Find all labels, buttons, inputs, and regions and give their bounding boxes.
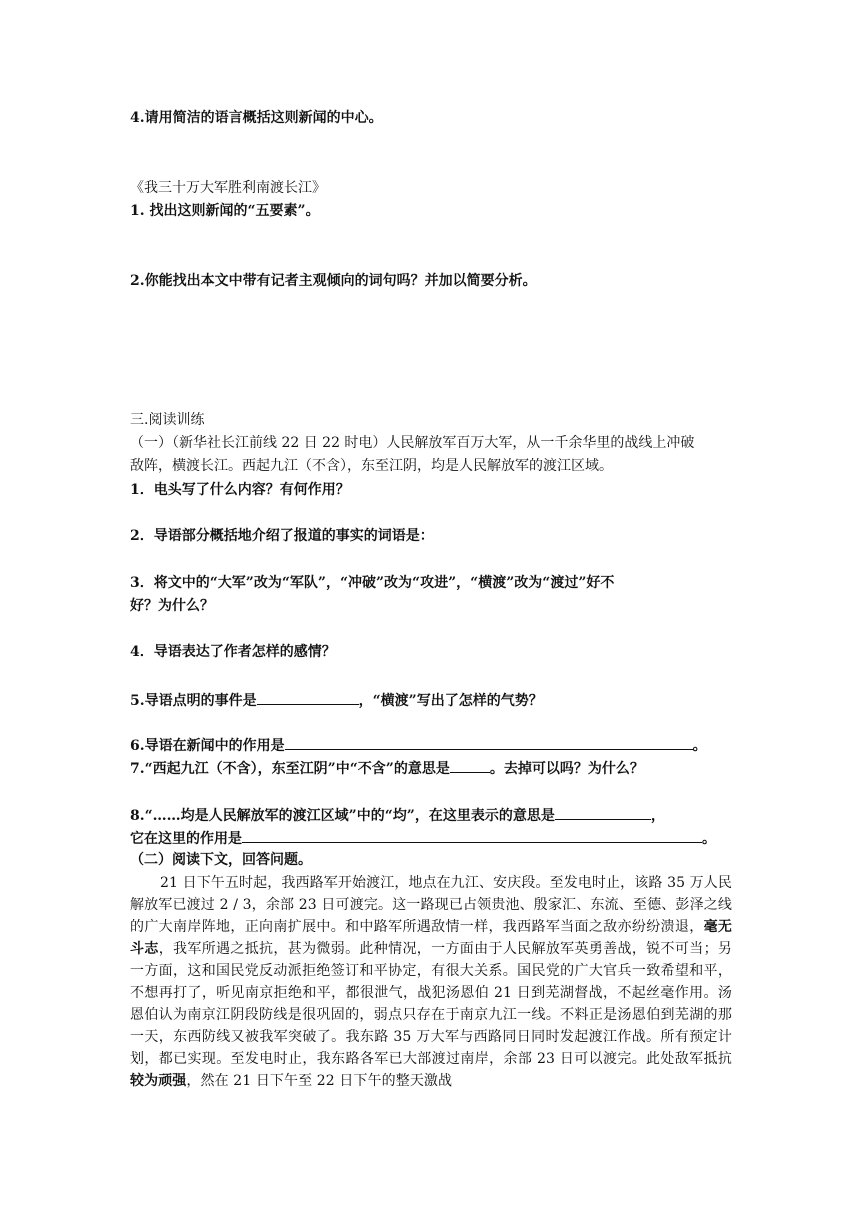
question-8-text-2: 它在这里的作用是 xyxy=(130,831,242,847)
reading-question-3-line1: 3．将文中的“大军”改为“军队”，“冲破”改为“攻进”，“横渡”改为“渡过”好不 xyxy=(130,575,615,591)
reading-question-8-line2 xyxy=(130,827,716,849)
question-4: 4.请用简洁的语言概括这则新闻的中心。 xyxy=(130,110,383,126)
question-5-text: 5.导语点明的事件是 xyxy=(130,693,257,709)
section-heading: 三.阅读训练 xyxy=(130,412,205,428)
question-6-text: 6.导语在新闻中的作用是 xyxy=(130,738,285,754)
question-8-text-tail: ， xyxy=(650,808,665,824)
passage-text: ，我军所遇之抵抗，甚为微弱。此种情况，一方面由于人民解放军英勇善战，锐不可当；另一方面，这和国民党反动派拒绝签订和平协定，有很大关系。国民党的广大官兵一致希望和平，不想再打了，听见南京拒绝和平，都很泄气，战犯汤恩伯 21 日到芜湖督战，不起丝毫作用。汤恩伯认为南京江阴段防线是很巩固的，弱点只存在于南京九江一线。不料正是汤恩伯到芜湖的那一天，东西防线又被我军突破了。我东路 35 万大军与西路同日同时发起渡江作战。所有预定计划，都已实现。至发电时止，我东路各军已大部渡过南岸，余部 23 日可以渡完。此处敌军抵抗 xyxy=(130,941,733,1067)
answer-blank[interactable] xyxy=(450,757,490,773)
article-question-1: 1. 找出这则新闻的“五要素”。 xyxy=(130,203,320,219)
part2-heading: （二）阅读下文，回答问题。 xyxy=(130,852,312,868)
answer-blank[interactable] xyxy=(257,689,359,705)
reading-question-8-line1 xyxy=(130,804,665,826)
question-6-text-tail: 。 xyxy=(692,738,707,754)
part1-text-line2: 敌阵，横渡长江。西起九江（不含），东至江阴，均是人民解放军的渡江区域。 xyxy=(130,458,613,474)
question-7-text-tail: 。去掉可以吗？为什么？ xyxy=(489,761,644,777)
reading-passage xyxy=(130,872,732,1092)
answer-blank[interactable] xyxy=(555,804,651,820)
reading-question-2: 2．导语部分概括地介绍了报道的事实的词语是： xyxy=(130,528,434,544)
reading-question-5 xyxy=(130,689,543,711)
answer-blank[interactable] xyxy=(242,827,702,843)
passage-bold-phrase: 较为顽强 xyxy=(130,1073,187,1089)
article-question-2: 2.你能找出本文中带有记者主观倾向的词句吗？并加以简要分析。 xyxy=(130,273,537,289)
question-8-text: 8.“……均是人民解放军的渡江区域”中的“均”，在这里表示的意思是 xyxy=(130,808,555,824)
part1-text-line1: （一）（新华社长江前线 22 日 22 时电）人民解放军百万大军，从一千余华里的战线上冲破 xyxy=(130,435,695,451)
reading-question-3-line2: 好？为什么？ xyxy=(130,598,214,614)
question-7-text: 7.“西起九江（不含），东至江阴”中“不含”的意思是 xyxy=(130,761,450,777)
article-title: 《我三十万大军胜利南渡长江》 xyxy=(130,180,326,196)
reading-question-7 xyxy=(130,757,644,779)
reading-question-1: 1．电头写了什么内容？有何作用？ xyxy=(130,482,350,498)
reading-question-4: 4．导语表达了作者怎样的感情？ xyxy=(130,644,336,660)
passage-text: ，然在 21 日下午至 22 日下午的整天激战 xyxy=(186,1073,453,1089)
reading-question-6 xyxy=(130,734,707,756)
question-8-text-2-tail: 。 xyxy=(702,831,716,847)
passage-text: 21 日下午五时起，我西路军开始渡江，地点在九江、安庆段。至发电时止，该路 35 万人民解放军已渡过 2 / 3，余部 23 日可渡完。这一路现已占领贵池、殷家汇、东流、至德、彭泽之线的广大南岸阵地，正向南扩展中。和中路军所遇敌情一样，我西路军当面之敌亦纷纷溃退， xyxy=(130,875,732,935)
passage-bold-phrase: 毫无斗志 xyxy=(130,919,733,957)
question-5-text-tail: ，“横渡”写出了怎样的气势？ xyxy=(358,693,543,709)
answer-blank[interactable] xyxy=(285,734,693,750)
